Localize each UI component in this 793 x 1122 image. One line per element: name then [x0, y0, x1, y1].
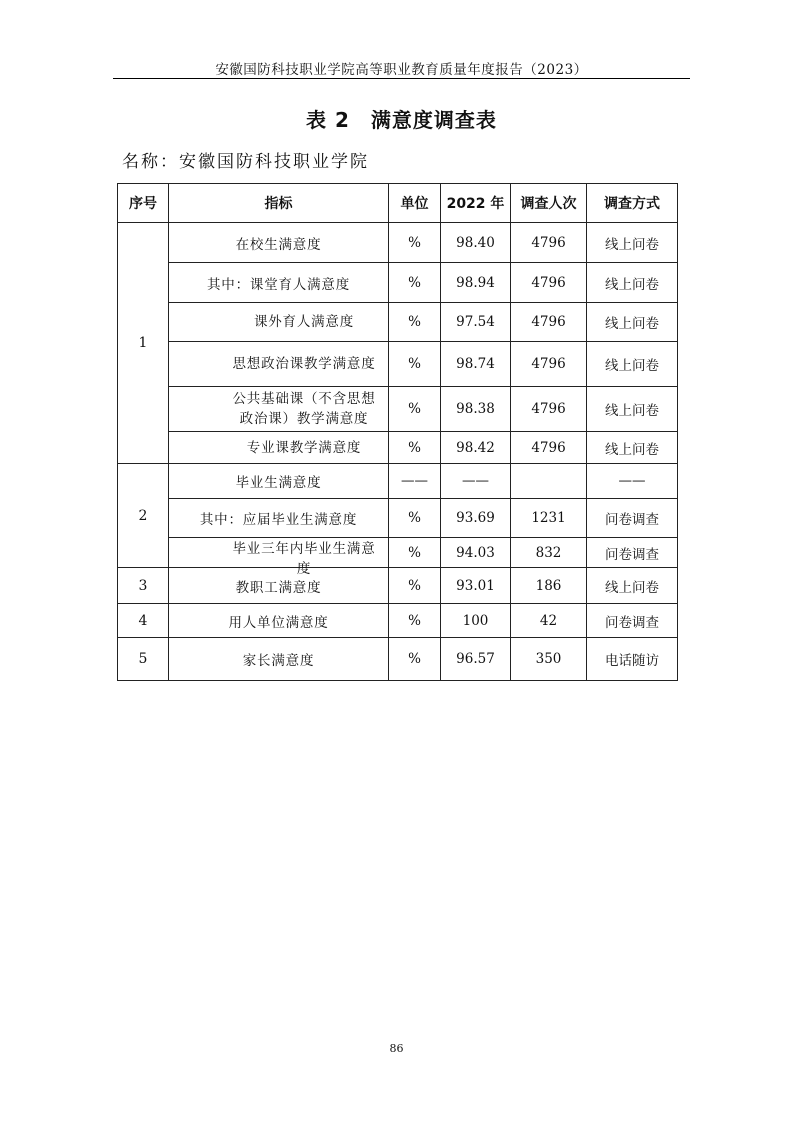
method-cell: 电话随访: [587, 638, 678, 681]
table-row: [118, 568, 678, 604]
table-header-row: [118, 184, 678, 223]
indicator-cell: 其中：应届毕业生满意度: [169, 499, 389, 538]
unit-cell: ——: [389, 464, 441, 499]
table-row: [118, 387, 678, 432]
count-cell: 186: [511, 568, 587, 604]
unit-cell: %: [389, 223, 441, 263]
count-cell: 832: [511, 538, 587, 568]
method-cell: ——: [587, 464, 678, 499]
table-row: [118, 464, 678, 499]
count-cell: 1231: [511, 499, 587, 538]
indicator-cell: 专业课教学满意度: [169, 432, 389, 464]
unit-cell: %: [389, 568, 441, 604]
count-cell: 4796: [511, 342, 587, 387]
count-cell: 4796: [511, 303, 587, 342]
value-cell: 98.94: [441, 263, 511, 303]
method-cell: 线上问卷: [587, 303, 678, 342]
unit-cell: %: [389, 638, 441, 681]
table-row: [118, 432, 678, 464]
method-cell: 线上问卷: [587, 263, 678, 303]
indicator-cell: 思想政治课教学满意度: [169, 342, 389, 387]
count-cell: 4796: [511, 387, 587, 432]
table-row: [118, 263, 678, 303]
unit-cell: %: [389, 538, 441, 568]
header-rule: [113, 78, 690, 79]
indicator-cell: 用人单位满意度: [169, 604, 389, 638]
count-cell: [511, 464, 587, 499]
indicator-text: 毕业三年内毕业生满意度: [232, 540, 376, 577]
value-cell: 93.01: [441, 568, 511, 604]
running-header: 安徽国防科技职业学院高等职业教育质量年度报告（2023）: [215, 62, 588, 78]
indicator-cell: 毕业生满意度: [169, 464, 389, 499]
table-row: [118, 538, 678, 568]
seq-cell: 5: [118, 638, 169, 681]
unit-cell: %: [389, 303, 441, 342]
indicator-cell: 公共基础课（不含思想政治课）教学满意度: [169, 387, 389, 432]
method-cell: 线上问卷: [587, 223, 678, 263]
unit-cell: %: [389, 342, 441, 387]
satisfaction-table: [117, 183, 678, 681]
value-cell: ——: [441, 464, 511, 499]
page-number: 86: [389, 1042, 404, 1055]
value-cell: 96.57: [441, 638, 511, 681]
unit-cell: %: [389, 604, 441, 638]
method-cell: 问卷调查: [587, 538, 678, 568]
unit-cell: %: [389, 432, 441, 464]
unit-cell: %: [389, 263, 441, 303]
indicator-cell: 在校生满意度: [169, 223, 389, 263]
header-count: 调查人次: [511, 184, 587, 223]
seq-cell: 3: [118, 568, 169, 604]
seq-cell: 1: [118, 223, 169, 464]
table-row: [118, 499, 678, 538]
table-row: [118, 638, 678, 681]
indicator-cell: 课外育人满意度: [169, 303, 389, 342]
count-cell: 4796: [511, 263, 587, 303]
count-cell: 42: [511, 604, 587, 638]
value-cell: 98.40: [441, 223, 511, 263]
value-cell: 94.03: [441, 538, 511, 568]
method-cell: 线上问卷: [587, 568, 678, 604]
value-cell: 93.69: [441, 499, 511, 538]
indicator-cell: 其中：课堂育人满意度: [169, 263, 389, 303]
method-cell: 线上问卷: [587, 342, 678, 387]
indicator-cell: 家长满意度: [169, 638, 389, 681]
seq-cell: 2: [118, 464, 169, 568]
method-cell: 问卷调查: [587, 604, 678, 638]
header-method: 调查方式: [587, 184, 678, 223]
method-cell: 线上问卷: [587, 432, 678, 464]
indicator-cell: [169, 538, 389, 577]
unit-cell: %: [389, 499, 441, 538]
seq-cell: 4: [118, 604, 169, 638]
unit-cell: %: [389, 387, 441, 432]
count-cell: 4796: [511, 223, 587, 263]
method-cell: 问卷调查: [587, 499, 678, 538]
value-cell: 98.38: [441, 387, 511, 432]
value-cell: 97.54: [441, 303, 511, 342]
header-unit: 单位: [389, 184, 441, 223]
table-row: [118, 303, 678, 342]
value-cell: 98.74: [441, 342, 511, 387]
header-indicator: 指标: [169, 184, 389, 223]
method-cell: 线上问卷: [587, 387, 678, 432]
header-seq: 序号: [118, 184, 169, 223]
value-cell: 100: [441, 604, 511, 638]
indicator-cell: 教职工满意度: [169, 568, 389, 604]
count-cell: 350: [511, 638, 587, 681]
table-title: 表 2 满意度调查表: [306, 108, 497, 132]
table-row: [118, 342, 678, 387]
table-row: [118, 604, 678, 638]
value-cell: 98.42: [441, 432, 511, 464]
table-row: [118, 223, 678, 263]
header-year: 2022 年: [441, 184, 511, 223]
institution-name: 名称：安徽国防科技职业学院: [122, 152, 369, 172]
count-cell: 4796: [511, 432, 587, 464]
